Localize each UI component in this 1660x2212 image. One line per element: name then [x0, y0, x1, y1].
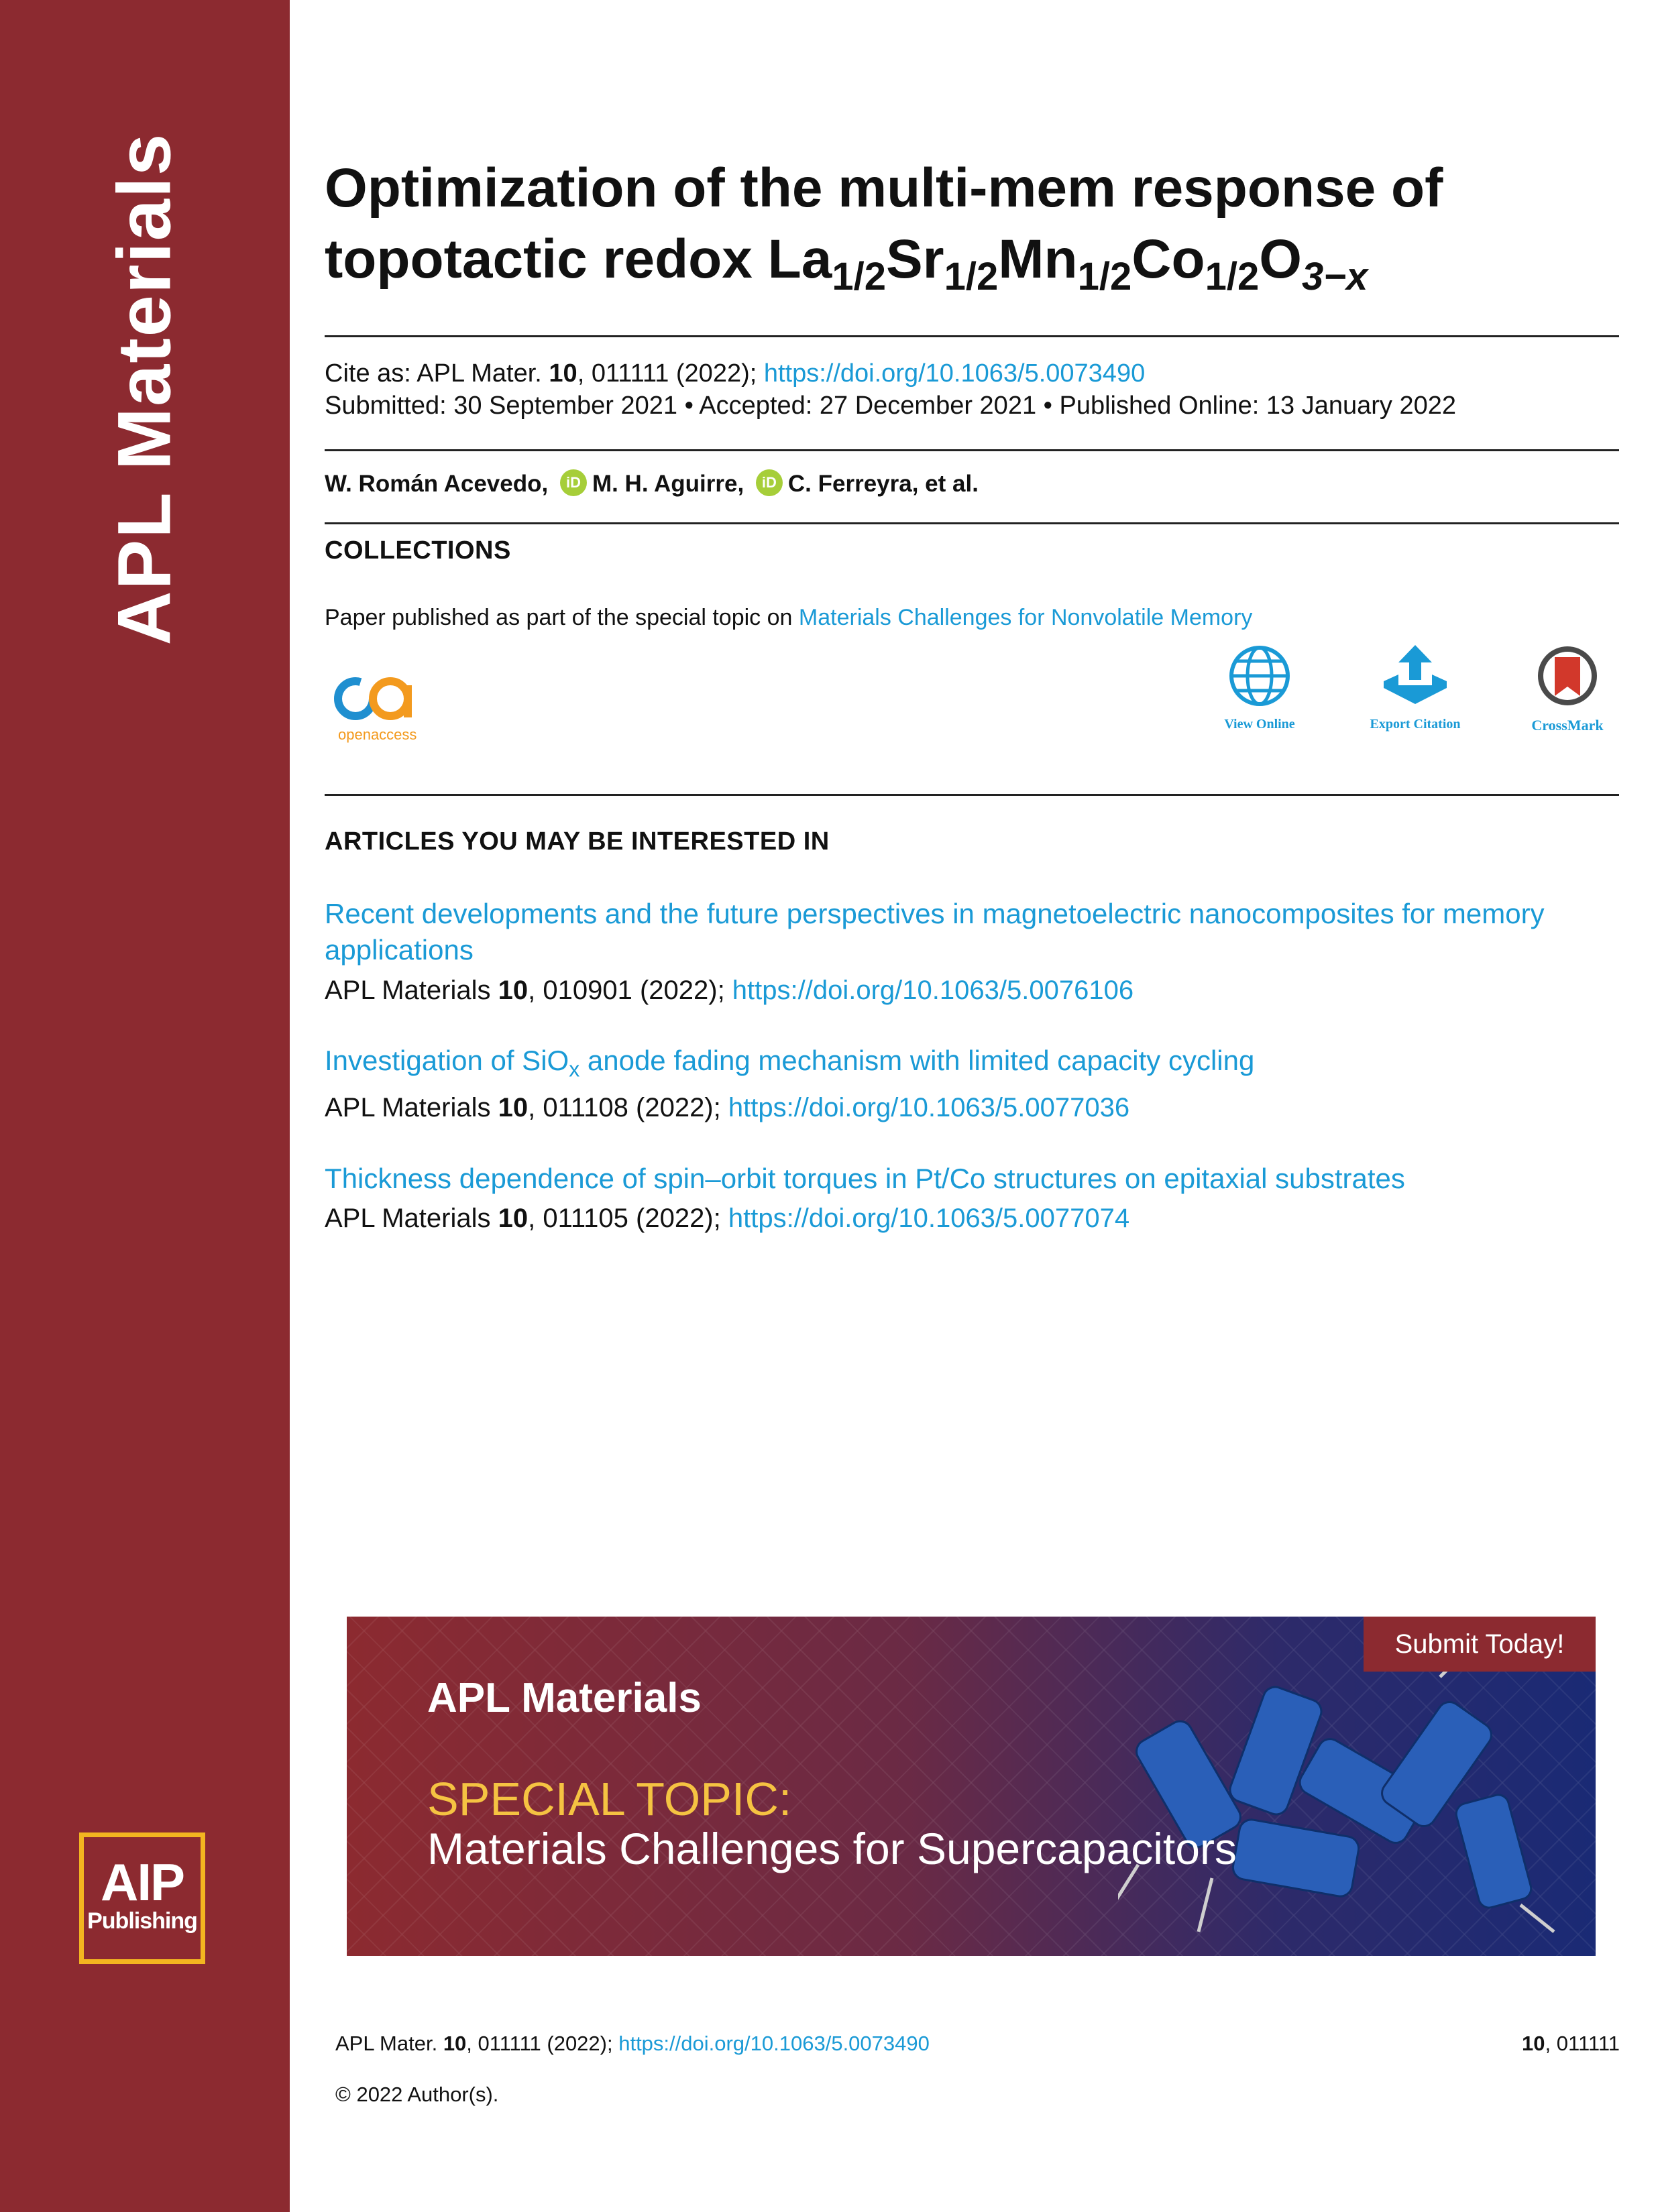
view-online-button[interactable]	[1193, 644, 1327, 732]
related-article-title[interactable]: Thickness dependence of spin–orbit torques in Pt/Co structures on epitaxial substrates	[325, 1163, 1405, 1194]
page-id: , 011111	[1545, 2032, 1620, 2055]
collection-text: Paper published as part of the special topic on	[325, 605, 799, 630]
divider	[325, 335, 1619, 337]
collection-note	[325, 605, 1252, 631]
formula-element: O	[1259, 229, 1303, 290]
author-list	[325, 469, 979, 498]
formula-element: Mn	[998, 229, 1078, 290]
title-text: Investigation of SiO	[325, 1045, 569, 1076]
citation-line	[325, 357, 1145, 390]
banner-topic-label: SPECIAL TOPIC:	[427, 1773, 792, 1825]
formula-subscript: 1/2	[1205, 255, 1260, 298]
related-article-title[interactable]	[325, 1043, 1619, 1087]
journal-sidebar	[0, 0, 290, 2212]
export-icon	[1378, 644, 1452, 708]
article-title	[325, 153, 1626, 298]
special-topic-link[interactable]: Materials Challenges for Nonvolatile Memory	[798, 605, 1253, 630]
formula-element: Co	[1131, 229, 1205, 290]
title-subscript: x	[569, 1057, 580, 1082]
cite-volume: 10	[549, 359, 577, 388]
doi-link[interactable]: https://doi.org/10.1063/5.0077036	[728, 1093, 1130, 1122]
open-access-icon	[331, 672, 419, 725]
author-name[interactable]: W. Román Acevedo,	[325, 471, 549, 497]
cite-prefix: Cite as: APL Mater.	[325, 359, 549, 388]
article-ref: , 011108 (2022);	[528, 1093, 728, 1122]
article-ref: , 011105 (2022);	[528, 1204, 728, 1233]
formula-subscript: 1/2	[832, 255, 886, 298]
special-topic-banner[interactable]	[347, 1617, 1596, 1956]
copyright: © 2022 Author(s).	[335, 2083, 499, 2106]
cite-suffix: , 011111 (2022);	[577, 359, 764, 388]
related-article-ref	[325, 976, 1133, 1006]
title-line-2	[325, 224, 1626, 298]
formula-element: Sr	[885, 229, 944, 290]
formula-subscript: 1/2	[944, 255, 999, 298]
open-access-label: openaccess	[338, 726, 417, 743]
divider	[325, 794, 1619, 796]
page-volume: 10	[1522, 2032, 1545, 2055]
related-article-title[interactable]: Recent developments and the future perspectives in magnetoelectric nanocomposites for memory applications	[325, 898, 1545, 966]
banner-topic-title: Materials Challenges for Supercapacitors	[427, 1824, 1237, 1873]
author-name[interactable]: C. Ferreyra, et al.	[787, 471, 979, 497]
footer-cite-prefix: APL Mater.	[335, 2032, 443, 2055]
banner-journal: APL Materials	[427, 1675, 702, 1721]
volume: 10	[498, 976, 529, 1005]
footer-citation	[335, 2032, 930, 2056]
publication-dates: Submitted: 30 September 2021 • Accepted: 27 December 2021 • Published Online: 13 January 2022	[325, 392, 1457, 420]
journal-name: APL Materials	[325, 976, 498, 1005]
footer-cite-suffix: , 011111 (2022);	[466, 2032, 619, 2055]
aip-logo-text: AIP	[100, 1853, 184, 1912]
related-article-ref	[325, 1093, 1129, 1123]
crossmark-label: CrossMark	[1531, 717, 1604, 734]
article-ref: , 010901 (2022);	[528, 976, 732, 1005]
orcid-icon[interactable]: iD	[756, 469, 783, 496]
footer-doi-link[interactable]: https://doi.org/10.1063/5.0073490	[618, 2032, 930, 2055]
title-line-1: Optimization of the multi-mem response of	[325, 158, 1443, 219]
volume: 10	[498, 1093, 529, 1122]
capacitors-image	[1118, 1664, 1588, 1945]
related-article-ref	[325, 1204, 1129, 1234]
divider	[325, 449, 1619, 451]
divider	[325, 522, 1619, 524]
formula-subscript: 3−x	[1302, 255, 1368, 298]
submit-today-button[interactable]: Submit Today!	[1364, 1617, 1596, 1672]
export-citation-button[interactable]	[1348, 644, 1482, 732]
export-citation-label: Export Citation	[1370, 717, 1461, 732]
related-articles-heading: ARTICLES YOU MAY BE INTERESTED IN	[325, 827, 830, 856]
open-access-logo	[331, 672, 419, 746]
footer-volume: 10	[443, 2032, 467, 2055]
volume: 10	[498, 1204, 529, 1233]
globe-icon	[1227, 644, 1292, 708]
formula-subscript: 1/2	[1077, 255, 1132, 298]
view-online-label: View Online	[1224, 717, 1295, 732]
doi-link[interactable]: https://doi.org/10.1063/5.0077074	[728, 1204, 1130, 1233]
orcid-icon[interactable]: iD	[560, 469, 587, 496]
doi-link[interactable]: https://doi.org/10.1063/5.0076106	[732, 976, 1134, 1005]
collections-heading: COLLECTIONS	[325, 536, 511, 565]
doi-link[interactable]: https://doi.org/10.1063/5.0073490	[763, 359, 1146, 388]
page-number	[1522, 2032, 1620, 2056]
aip-publishing-logo[interactable]	[79, 1832, 205, 1964]
crossmark-button[interactable]	[1500, 644, 1635, 734]
crossmark-icon	[1532, 644, 1603, 708]
title-text: anode fading mechanism with limited capacity cycling	[579, 1045, 1255, 1076]
journal-name: APL Materials	[325, 1204, 498, 1233]
journal-name-vertical: APL Materials	[102, 132, 186, 646]
publishing-logo-text: Publishing	[87, 1908, 197, 1934]
title-text: topotactic redox La	[325, 229, 832, 290]
journal-name: APL Materials	[325, 1093, 498, 1122]
author-name[interactable]: M. H. Aguirre,	[592, 471, 744, 497]
